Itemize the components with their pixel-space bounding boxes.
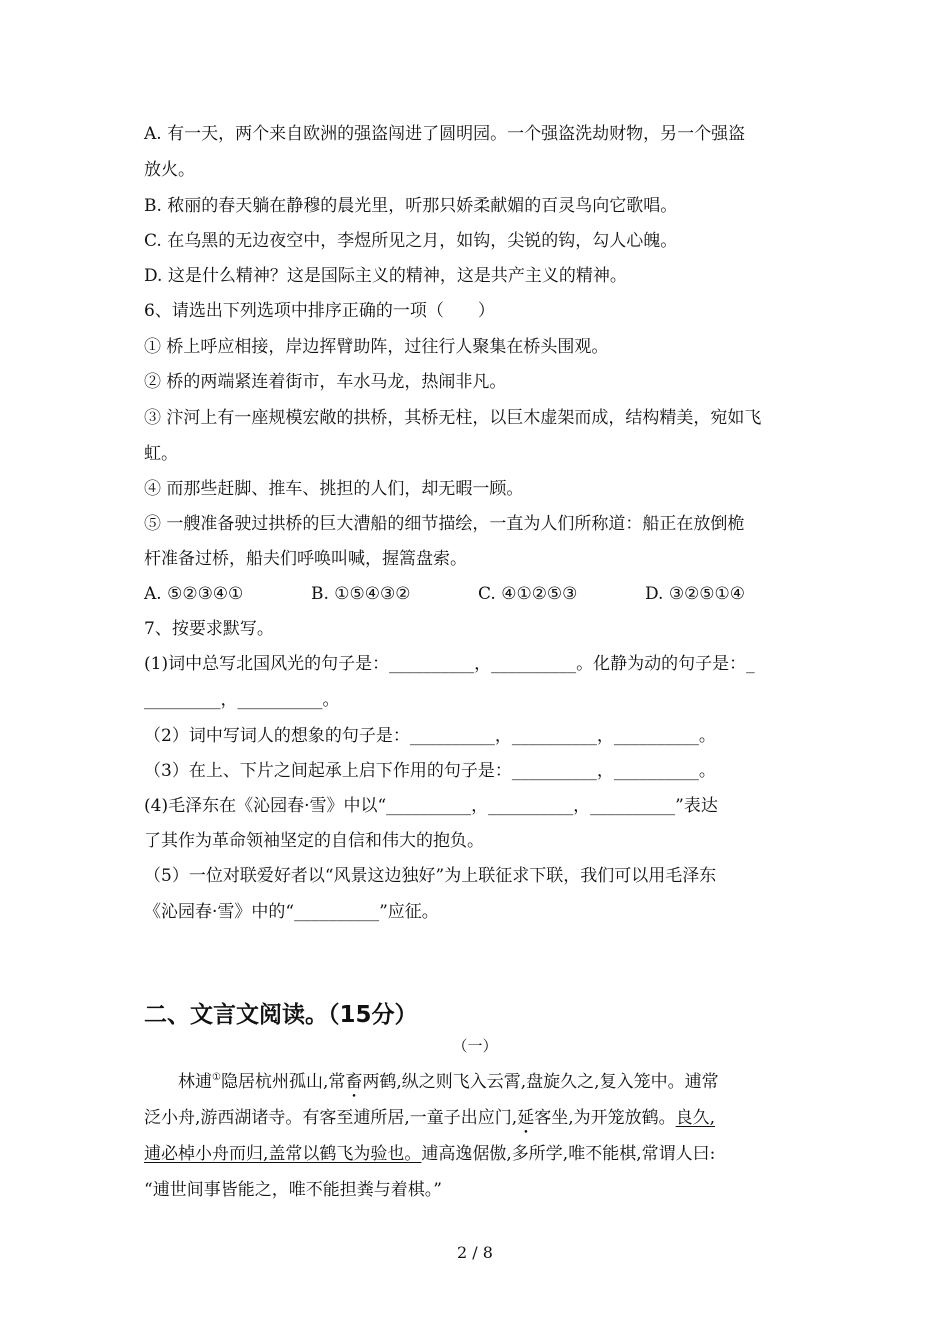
emphasized-char: 畜 — [345, 1072, 363, 1092]
q6-sentence-5-line2: 杆准备过桥，船夫们呼唤叫喊，握篙盘索。 — [144, 549, 467, 569]
section-heading: 二、文言文阅读。（15分） — [144, 1002, 418, 1028]
passage-text: 泛小舟,游西湖诸寺。有客至逋所居,一童子出应门, — [144, 1108, 518, 1128]
q6-sentence-5-line1: ⑤ 一艘准备驶过拱桥的巨大漕船的细节描绘，一直为人们所称道：船正在放倒桅 — [144, 514, 745, 534]
emphasized-char: 延 — [517, 1108, 535, 1128]
q7-part-4-line2: 了其作为革命领袖坚定的自信和伟大的抱负。 — [144, 831, 484, 851]
passage-text: 两鹤,纵之则飞入云霄,盘旋久之,复入笼中。逋常 — [362, 1072, 719, 1092]
option-a-line2: 放火。 — [144, 160, 195, 180]
underlined-text: 逋必棹小舟而归,盖常以鹤飞为验也。 — [144, 1144, 422, 1164]
page-number: 2 / 8 — [457, 1243, 493, 1262]
option-c: C. 在乌黑的无边夜空中，李煜所见之月，如钩，尖锐的钩，勾人心魄。 — [144, 231, 678, 251]
q6-choice-b: B. ①⑤④③② — [311, 584, 411, 604]
q6-choice-c: C. ④①②⑤③ — [478, 584, 578, 604]
q6-sentence-3-line1: ③ 汴河上有一座规模宏敞的拱桥，其桥无柱，以巨木虚架而成，结构精美，宛如飞 — [144, 408, 762, 428]
q6-sentence-1: ① 桥上呼应相接，岸边挥臂助阵，过往行人聚集在桥头围观。 — [144, 337, 609, 357]
q7-part-2: （2）词中写词人的想象的句子是：__________，__________，__________。 — [144, 726, 716, 746]
passage-text: 逋高逸倨傲,多所学,唯不能棋,常谓人曰: — [421, 1144, 716, 1164]
q6-sentence-3-line2: 虹。 — [144, 444, 178, 464]
passage-line-3 — [144, 1143, 814, 1165]
footnote-marker: ① — [212, 1072, 221, 1083]
passage-text: 林逋 — [178, 1072, 212, 1092]
q7-part-5-line1: （5）一位对联爱好者以“风景这边独好”为上联征求下联，我们可以用毛泽东 — [144, 866, 717, 886]
option-b: B. 秾丽的春天躺在静穆的晨光里，听那只娇柔献媚的百灵鸟向它歌唱。 — [144, 196, 678, 216]
q7-part-1-line2: _________，__________。 — [144, 690, 340, 710]
passage-text: 客坐,为开笼放鹤。 — [534, 1108, 676, 1128]
passage-text: 隐居杭州孤山,常 — [220, 1072, 346, 1092]
q6-sentence-4: ④ 而那些赶脚、推车、挑担的人们，却无暇一顾。 — [144, 479, 524, 499]
q6-choice-d: D. ③②⑤①④ — [645, 584, 746, 604]
option-d: D. 这是什么精神？这是国际主义的精神，这是共产主义的精神。 — [144, 266, 627, 286]
passage-line-2 — [144, 1107, 814, 1138]
underlined-text: 良久, — [675, 1108, 716, 1128]
q7-part-5-line2: 《沁园春·雪》中的“__________”应征。 — [144, 902, 439, 922]
passage-subheading: （一） — [452, 1037, 498, 1055]
passage-line-1 — [178, 1071, 818, 1102]
question-6-stem: 6、请选出下列选项中排序正确的一项（ ） — [144, 301, 495, 321]
q7-part-3: （3）在上、下片之间起承上启下作用的句子是：__________，__________。 — [144, 761, 716, 781]
q6-choice-a: A. ⑤②③④① — [144, 584, 244, 604]
q6-sentence-2: ② 桥的两端紧连着街市，车水马龙，热闹非凡。 — [144, 372, 507, 392]
q6-choices — [144, 583, 814, 605]
passage-line-4: “逋世间事皆能之，唯不能担粪与着棋。” — [144, 1180, 442, 1200]
q7-part-1-line1: (1)词中总写北国风光的句子是：__________，__________。化静为动的句子是：_ — [144, 654, 755, 674]
question-7-stem: 7、按要求默写。 — [144, 619, 274, 639]
q7-part-4-line1: (4)毛泽东在《沁园春·雪》中以“__________，__________，__________”表达 — [144, 796, 718, 816]
option-a-line1: A. 有一天，两个来自欧洲的强盗闯进了圆明园。一个强盗洗劫财物，另一个强盗 — [144, 124, 746, 144]
